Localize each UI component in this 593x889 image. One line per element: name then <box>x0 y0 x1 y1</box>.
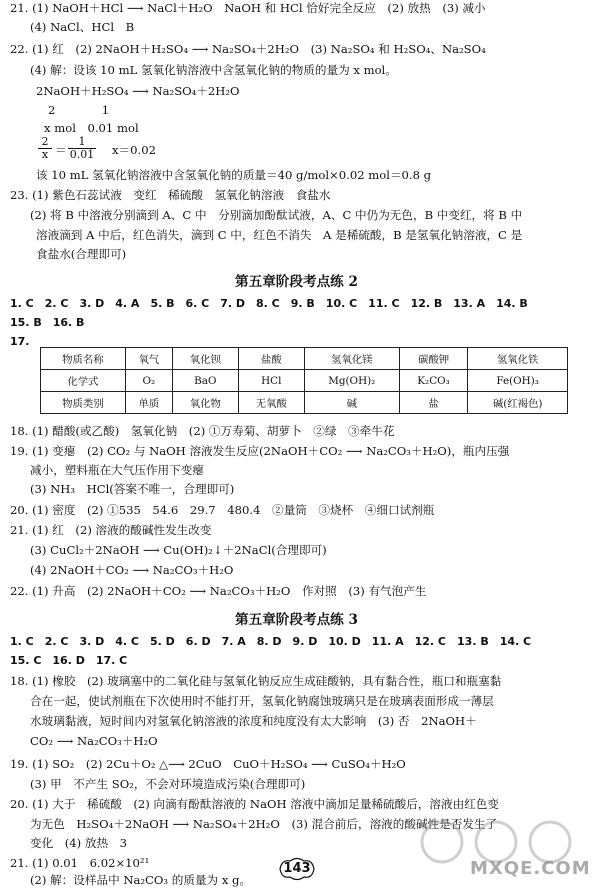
text-line: 23. (1) 紫色石蕊试液 变红 稀硫酸 氢氧化钠溶液 食盐水 <box>10 188 331 202</box>
text-line: (3) 甲 不产生 SO₂，不会对环境造成污染(合理即可) <box>30 777 306 791</box>
text-line: 21. (1) NaOH＋HCl ⟶ NaCl＋H₂O NaOH 和 HCl 恰好完全反应 (2) 放热 (3) 减小 <box>10 1 486 15</box>
equation-line: 2NaOH＋H₂SO₄ ⟶ Na₂SO₄＋2H₂O <box>36 84 240 98</box>
mc-answers-2a: 1. C 2. C 3. D 4. A 5. B 6. C 7. D 8. C 9. B 10. C 11. C 12. B 13. A 14. B <box>10 297 528 310</box>
text-line: 为无色 H₂SO₄＋2NaOH ⟶ Na₂SO₄＋2H₂O (3) 混合前后，溶液的酸碱性是否发生了 <box>30 817 498 831</box>
text-line: 18. (1) 橡胶 (2) 玻璃塞中的二氧化硅与氢氧化钠反应生成硅酸钠，具有黏合性，瓶口和瓶塞黏 <box>10 674 502 688</box>
mc-answers-3a: 1. C 2. C 3. D 4. C 5. D 6. D 7. A 8. D 9. D 10. D 11. A 12. C 13. B 14. C <box>10 635 532 648</box>
text-line: (4) 解：设该 10 mL 氢氧化钠溶液中含氢氧化钠的物质的量为 x mol。 <box>30 63 397 77</box>
text-line: 19. (1) 变瘪 (2) CO₂ 与 NaOH 溶液发生反应(2NaOH＋CO₂ ⟶ Na₂CO₃＋H₂O)，瓶内压强 <box>10 444 510 458</box>
text-line: 22. (1) 红 (2) 2NaOH＋H₂SO₄ ⟶ Na₂SO₄＋2H₂O (3) Na₂SO₄ 和 H₂SO₄、Na₂SO₄ <box>10 42 486 56</box>
equals-sign: ＝ <box>55 143 67 157</box>
section-title-2: 第五章阶段考点练 2 <box>235 274 358 290</box>
page-number: 143 <box>274 856 320 882</box>
text-line: 20. (1) 大于 稀硫酸 (2) 向滴有酚酞溶液的 NaOH 溶液中滴加足量稀硫酸后，溶液由红色变 <box>10 797 499 811</box>
chem-table <box>40 347 568 414</box>
mc-answers-2b: 15. B 16. B <box>10 316 85 329</box>
table-row: 物质类别 单质 氧化物 无氧酸 碱 盐 碱(红褐色) <box>41 392 568 414</box>
text-line: 19. (1) SO₂ (2) 2Cu＋O₂ △⟶ 2CuO CuO＋H₂SO₄ ⟶ CuSO₄＋H₂O <box>10 757 406 771</box>
table-row: 化学式 O₂ BaO HCl Mg(OH)₂ K₂CO₃ Fe(OH)₃ <box>41 370 568 392</box>
text-line: 22. (1) 升高 (2) 2NaOH＋CO₂ ⟶ Na₂CO₃＋H₂O 作对照 (3) 有气泡产生 <box>10 584 427 598</box>
text-line: 21. (1) 0.01 6.02×10²¹ <box>10 856 150 870</box>
text-line: 食盐水(合理即可) <box>36 247 127 261</box>
table-row: 物质名称 氧气 氧化钡 盐酸 氢氧化镁 碳酸钾 氢氧化铁 <box>41 348 568 370</box>
text-line: 溶液滴到 A 中后，红色消失，滴到 C 中，红色不消失 A 是稀硫酸，B 是氢氧化钠溶液，C 是 <box>36 228 523 242</box>
text-line: (4) 2NaOH＋CO₂ ⟶ Na₂CO₃＋H₂O <box>30 563 234 577</box>
text-line: 20. (1) 密度 (2) ①535 54.6 29.7 480.4 ②量筒 ③烧杯 ④细口试剂瓶 <box>10 503 435 517</box>
text-line: 变化 (4) 放热 3 <box>30 836 128 850</box>
text-line: CO₂ ⟶ Na₂CO₃＋H₂O <box>30 734 158 748</box>
fraction-left: $\frac{2}{x}$ <box>38 136 52 161</box>
text-line: (4) NaCl、HCl B <box>30 20 135 34</box>
text-line: 21. (1) 红 (2) 溶液的酸碱性发生改变 <box>10 523 212 537</box>
text-line: (2) 解：设样品中 Na₂CO₃ 的质量为 x g。 <box>30 873 252 887</box>
text-line: (2) 将 B 中溶液分别滴到 A、C 中 分别滴加酚酞试液，A、C 中仍为无色，B 中变红，将 B 中 <box>30 208 523 222</box>
text-line: (3) NH₃ HCl(答案不唯一，合理即可) <box>30 482 235 496</box>
text-line: 减小，塑料瓶在大气压作用下变瘪 <box>30 463 204 477</box>
amount-line: x mol 0.01 mol <box>44 121 139 135</box>
fraction-right: $\frac{1}{0.01}$ <box>69 135 95 161</box>
text-line: 该 10 mL 氢氧化钠溶液中含氢氧化钠的质量＝40 g/mol×0.02 mol＝0.8 g <box>36 168 432 182</box>
text-line: 水玻璃黏液，短时间内对氢氧化钠溶液的浓度和纯度没有太大影响 (3) 否 2NaOH＋ <box>30 714 477 728</box>
watermark-text: MXQE.COM <box>470 858 591 879</box>
mc-answers-3b: 15. C 16. D 17. C <box>10 654 128 667</box>
text-line: (3) CuCl₂＋2NaOH ⟶ Cu(OH)₂↓＋2NaCl(合理即可) <box>30 543 327 557</box>
text-line: 18. (1) 醋酸(或乙酸) 氢氧化钠 (2) ①万寿菊、胡萝卜 ②绿 ③牵牛花 <box>10 424 395 438</box>
section-title-3: 第五章阶段考点练 3 <box>235 612 358 628</box>
question-17-label: 17. <box>10 335 30 348</box>
result-line: x＝0.02 <box>112 143 156 157</box>
coefficient-line: 2 1 <box>48 103 110 117</box>
text-line: 合在一起，使试剂瓶在下次使用时不能打开，氢氧化钠腐蚀玻璃只是在玻璃表面形成一薄层 <box>30 694 494 708</box>
